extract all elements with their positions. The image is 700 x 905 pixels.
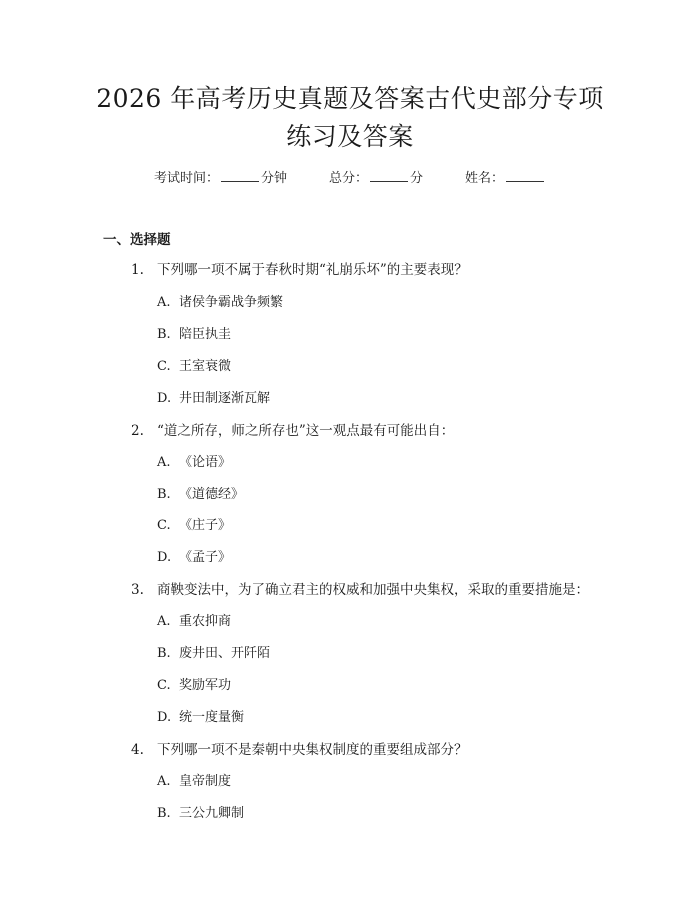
question-text: 商鞅变法中，为了确立君主的权威和加强中央集权，采取的重要措施是： bbox=[157, 582, 589, 598]
exam-time-blank bbox=[221, 168, 259, 182]
option-text: 统一度量衡 bbox=[179, 710, 245, 725]
exam-time-label: 考试时间： bbox=[153, 171, 219, 186]
option-text: 陪臣执圭 bbox=[179, 327, 232, 342]
exam-score-unit: 分 bbox=[410, 171, 424, 186]
question-number: 2. bbox=[131, 423, 144, 439]
option-text: 《论语》 bbox=[179, 455, 232, 470]
option-1c bbox=[157, 357, 231, 377]
question-text: 下列哪一项不是秦朝中央集权制度的重要组成部分？ bbox=[157, 742, 468, 758]
option-letter: B. bbox=[157, 806, 171, 821]
option-text: 废井田、开阡陌 bbox=[179, 646, 271, 661]
option-text: 《道德经》 bbox=[179, 487, 245, 502]
option-letter: B. bbox=[157, 327, 171, 342]
option-2a bbox=[157, 453, 231, 473]
option-letter: D. bbox=[157, 710, 172, 725]
option-text: 《孟子》 bbox=[179, 550, 232, 565]
exam-time bbox=[154, 168, 287, 189]
option-2d bbox=[157, 548, 231, 568]
option-1d bbox=[157, 389, 270, 409]
section-heading: 一、选择题 bbox=[103, 232, 171, 248]
question-1 bbox=[131, 260, 468, 280]
exam-name bbox=[465, 168, 546, 189]
option-text: 皇帝制度 bbox=[179, 774, 232, 789]
question-number: 1. bbox=[131, 262, 144, 278]
option-letter: C. bbox=[157, 518, 171, 533]
question-text: “道之所存，师之所存也”这一观点最有可能出自： bbox=[157, 423, 455, 439]
option-letter: A. bbox=[157, 774, 171, 789]
question-text: 下列哪一项不属于春秋时期“礼崩乐坏”的主要表现？ bbox=[157, 262, 468, 278]
option-3c bbox=[157, 676, 231, 696]
option-text: 井田制逐渐瓦解 bbox=[179, 391, 271, 406]
document-title-line-2: 练习及答案 bbox=[286, 122, 414, 151]
exam-time-unit: 分钟 bbox=[260, 171, 287, 186]
option-letter: B. bbox=[157, 646, 171, 661]
question-2 bbox=[131, 421, 454, 441]
option-text: 《庄子》 bbox=[179, 518, 232, 533]
option-letter: A. bbox=[157, 614, 171, 629]
option-letter: C. bbox=[157, 678, 171, 693]
option-2b bbox=[157, 485, 244, 505]
option-text: 诸侯争霸战争频繁 bbox=[179, 295, 284, 310]
option-letter: A. bbox=[157, 295, 171, 310]
option-3a bbox=[157, 612, 231, 632]
option-text: 三公九卿制 bbox=[179, 806, 245, 821]
option-letter: D. bbox=[157, 391, 172, 406]
exam-name-label: 姓名： bbox=[465, 171, 505, 186]
option-letter: D. bbox=[157, 550, 172, 565]
exam-score bbox=[329, 168, 423, 189]
question-number: 3. bbox=[131, 582, 144, 598]
question-number: 4. bbox=[131, 742, 144, 758]
option-2c bbox=[157, 516, 231, 536]
option-letter: C. bbox=[157, 359, 171, 374]
exam-name-blank bbox=[506, 168, 544, 182]
exam-score-blank bbox=[370, 168, 408, 182]
option-1b bbox=[157, 325, 231, 345]
option-4a bbox=[157, 772, 231, 792]
option-text: 奖励军功 bbox=[179, 678, 232, 693]
exam-meta bbox=[0, 168, 700, 189]
document-title-line-1: 2026 年高考历史真题及答案古代史部分专项 bbox=[96, 84, 604, 113]
option-text: 重农抑商 bbox=[179, 614, 232, 629]
option-4b bbox=[157, 804, 244, 824]
question-3 bbox=[131, 580, 589, 600]
option-3b bbox=[157, 644, 270, 664]
option-letter: B. bbox=[157, 487, 171, 502]
option-1a bbox=[157, 293, 283, 313]
question-4 bbox=[131, 740, 468, 760]
option-3d bbox=[157, 708, 244, 728]
option-text: 王室衰微 bbox=[179, 359, 232, 374]
option-letter: A. bbox=[157, 455, 171, 470]
exam-score-label: 总分： bbox=[328, 171, 368, 186]
